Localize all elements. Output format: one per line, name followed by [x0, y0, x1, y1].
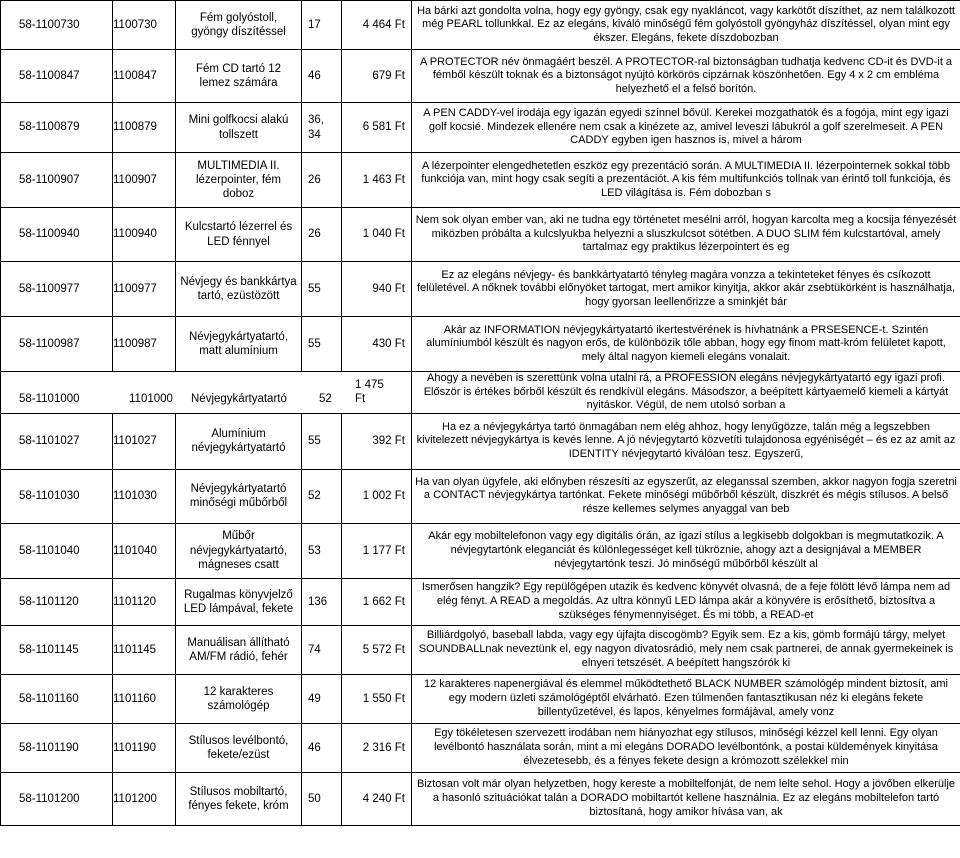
- price: 4 464 Ft: [342, 1, 412, 50]
- product-code: 58-1101030: [1, 469, 113, 523]
- price: 392 Ft: [342, 413, 412, 469]
- price: 1 177 Ft: [342, 523, 412, 578]
- product-name: Mini golfkocsi alakú tollszett: [176, 103, 302, 153]
- product-id: 1100977: [113, 262, 176, 317]
- product-name: Kulcstartó lézerrel és LED fénnyel: [176, 208, 302, 262]
- product-description: Ha van olyan ügyfele, aki előnyben részesíti az egyszerűt, az eleganssal szemben, akkor nagyon fogja szeretni a CONTACT névjegykártya tartónkat. Fekete minőségi műbőrből készült, diszkrét és mégis stílusos. A belső része kellemes selymes anyaggal van beb: [412, 469, 960, 523]
- table-row: [1, 674, 960, 723]
- product-name: Fém golyóstoll, gyöngy díszítéssel: [176, 1, 302, 50]
- product-code: 58-1101027: [1, 413, 113, 469]
- product-name: Alumínium névjegykártyatartó: [176, 413, 302, 469]
- product-name: Stílusos mobiltartó, fényes fekete, króm: [176, 772, 302, 825]
- price: 430 Ft: [342, 317, 412, 372]
- quantity: 50: [302, 772, 342, 825]
- table-row: [1, 625, 960, 674]
- price: 4 240 Ft: [342, 772, 412, 825]
- quantity: 74: [302, 625, 342, 674]
- product-id: 1101000: [129, 393, 173, 406]
- product-description: 12 karakteres napenergiával és elemmel működtethető BLACK NUMBER számológép mindent biztosít, ami egy modern üzleti számológéptől elvárható. Ezen túlmenően fantasztikusan néz ki elegáns fekete billentyűzetével, és lapos, kényelmes formájával, amely vonz: [412, 674, 960, 723]
- product-code: 58-1100730: [1, 1, 113, 50]
- product-id: 1100847: [113, 50, 176, 103]
- product-description: Egy tökéletesen szervezett irodában nem hiányozhat egy stílusos, minőségi kézzel kell lenni. Egy olyan levélbontó használata során, mint a mi elegáns DORADO levélbontónk, a postai küldemények kinyitása élvezetesebb, és a fényes fekete design a krómozott szélekkel min: [412, 723, 960, 772]
- quantity: 46: [302, 50, 342, 103]
- table-row: [1, 413, 960, 469]
- product-code: 58-1100879: [1, 103, 113, 153]
- quantity: 136: [302, 578, 342, 625]
- quantity: 26: [302, 208, 342, 262]
- product-description: Ahogy a nevében is szerettünk volna utalni rá, a PROFESSION elegáns névjegykártyatartó egy igazi profi. Először is értékes bőrből készült és rendkívül elegáns. Másodszor, a beépített kártyaemelő kiemeli a kártyát nyitáskor. Végül, de nem utolsó sorban a: [412, 372, 960, 414]
- quantity: 52: [319, 393, 332, 406]
- table-row: [1, 1, 960, 50]
- table-row: [1, 469, 960, 523]
- product-code: 58-1101200: [1, 772, 113, 825]
- table-row: [1, 772, 960, 825]
- product-name: MULTIMEDIA II. lézerpointer, fém doboz: [176, 153, 302, 208]
- quantity: 52: [302, 469, 342, 523]
- product-code: 58-1100977: [1, 262, 113, 317]
- product-code: 58-1101160: [1, 674, 113, 723]
- price: 940 Ft: [342, 262, 412, 317]
- price: 1 475 Ft: [355, 379, 384, 406]
- product-code: 58-1100847: [1, 50, 113, 103]
- table-row: [1, 372, 960, 414]
- product-description: Ha ez a névjegykártya tartó önmagában nem elég ahhoz, hogy lenyűgözze, talán még a legszebben kivitelezett névjegykártya is kevés lenne. A jó névjegytartó közvetíti tulajdonosa egyéniségét – és ez az amit az IDENTITY névjegytartó kiválóan tesz. Egyszerű,: [412, 413, 960, 469]
- product-id: 1100987: [113, 317, 176, 372]
- quantity: 17: [302, 1, 342, 50]
- product-name: Stílusos levélbontó, fekete/ezüst: [176, 723, 302, 772]
- table-row: [1, 317, 960, 372]
- product-id: 1101120: [113, 578, 176, 625]
- price: 1 040 Ft: [342, 208, 412, 262]
- price: 1 002 Ft: [342, 469, 412, 523]
- product-description: Ez az elegáns névjegy- és bankkártyatartó tényleg magára vonzza a tekinteteket fényes és csíkozott felületével. A nőknek további előnyöket tartogat, mert amikor kinyitja, akkor akár zsebtükörként is használhatja, hogy gyorsan leellenőrizze a sminkjét bár: [412, 262, 960, 317]
- product-id: 1101030: [113, 469, 176, 523]
- product-code: 58-1100987: [1, 317, 113, 372]
- price: 5 572 Ft: [342, 625, 412, 674]
- quantity: 49: [302, 674, 342, 723]
- product-name: Manuálisan állítható AM/FM rádió, fehér: [176, 625, 302, 674]
- price: 2 316 Ft: [342, 723, 412, 772]
- table-row: [1, 103, 960, 153]
- product-description: A PEN CADDY-vel irodája egy igazán egyedi színnel bővül. Kerekei mozgathatók és a fogója, mint egy igazi golf kocsié. Mindezek ellenére nem csak a kinézete az, amivel leveszi lábukról a golf szerelmeseit. A PEN CADDY egyben igen hasznos is, mivel a három: [412, 103, 960, 153]
- product-name: Műbőr névjegykártyatartó, mágneses csatt: [176, 523, 302, 578]
- product-description: Ismerősen hangzik? Egy repülőgépen utazik és kedvenc könyvét olvasná, de a feje fölött lévő lámpa nem ad elég fényt. A READ a megoldás. Az ultra könnyű LED lámpa akár a könyvére is erősíthető, biztosítva a szükséges fénymennyiséget. És mi több, a READ-et: [412, 578, 960, 625]
- table-row: [1, 50, 960, 103]
- table-row: [1, 723, 960, 772]
- product-description: Billiárdgolyó, baseball labda, vagy egy újfajta discogömb? Egyik sem. Ez a kis, gömb formájú tárgy, melyet SOUNDBALLnak neveztünk el, egy nagyon divatosrádió, mely nem csak partnerei, de annak gyermekeinek is elnyeri tetszését. A beépített hangszórók ki: [412, 625, 960, 674]
- product-code: 58-1100940: [1, 208, 113, 262]
- product-id: 1101040: [113, 523, 176, 578]
- product-code: 58-1100907: [1, 153, 113, 208]
- product-code: 58-1101000: [19, 393, 80, 406]
- product-description: Ha bárki azt gondolta volna, hogy egy gyöngy, csak egy nyakláncot, vagy karkötőt díszíthet, az nem találkozott még PEARL tollunkkal. Ez az elegáns, kiváló minőségű fém golyóstoll gyöngyház díszítéssel, olyan mint egy ékszer. Elegáns, fekete díszdobozban: [412, 1, 960, 50]
- price: 6 581 Ft: [342, 103, 412, 153]
- product-description: A lézerpointer elengedhetetlen eszköz egy prezentáció során. A MULTIMEDIA II. lézerpointernek sokkal több funkciója van, mint hogy csak segíti a prezentációt. A kis fém multifunkciós tollnak van érintő toll funkciója, és LED világítása is. Fém dobozban s: [412, 153, 960, 208]
- product-code: 58-1101120: [1, 578, 113, 625]
- product-name: Rugalmas könyvjelző LED lámpával, fekete: [176, 578, 302, 625]
- table-row: [1, 208, 960, 262]
- table-row: [1, 153, 960, 208]
- product-description: A PROTECTOR név önmagáért beszél. A PROTECTOR-ral biztonságban tudhatja kedvenc CD-it és DVD-it a fémből készült toknak és a biztonságot nyújtó körkörös cipzárnak köszönhetően. Egy 4 x 2 cm embléma helyezhető el a felső borítón.: [412, 50, 960, 103]
- product-name: Névjegykártyatartó minőségi műbőrből: [176, 469, 302, 523]
- price: 1 463 Ft: [342, 153, 412, 208]
- price: 1 662 Ft: [342, 578, 412, 625]
- product-table-body: [1, 1, 960, 826]
- merged-product-cell: [1, 372, 412, 414]
- quantity: 36, 34: [302, 103, 342, 153]
- product-id: 1101027: [113, 413, 176, 469]
- product-id: 1100907: [113, 153, 176, 208]
- quantity: 26: [302, 153, 342, 208]
- product-id: 1101190: [113, 723, 176, 772]
- product-id: 1100730: [113, 1, 176, 50]
- table-row: [1, 578, 960, 625]
- product-id: 1100940: [113, 208, 176, 262]
- product-code: 58-1101145: [1, 625, 113, 674]
- product-id: 1101145: [113, 625, 176, 674]
- product-name: Névjegy és bankkártya tartó, ezüstözött: [176, 262, 302, 317]
- quantity: 53: [302, 523, 342, 578]
- product-code: 58-1101190: [1, 723, 113, 772]
- table-row: [1, 523, 960, 578]
- quantity: 46: [302, 723, 342, 772]
- product-name: 12 karakteres számológép: [176, 674, 302, 723]
- quantity: 55: [302, 262, 342, 317]
- product-description: Akár egy mobiltelefonon vagy egy digitális órán, az igazi stílus a legkisebb dolgokban is megmutatkozik. A névjegytartónk eleganciát és különlegességet kell tükröznie, ahogy azt a designjával a MEMBER névjegytartónk teszi. Jó minőségű műbőrből készült al: [412, 523, 960, 578]
- price: 1 550 Ft: [342, 674, 412, 723]
- product-id: 1101200: [113, 772, 176, 825]
- product-name: Névjegykártyatartó: [191, 393, 287, 406]
- price: 679 Ft: [342, 50, 412, 103]
- product-description: Biztosan volt már olyan helyzetben, hogy kereste a mobiltelfonját, de nem lelte sehol. Hogy a jövőben elkerülje a hasonló szituációkat talán a DORADO mobiltartót kellene használnia. Ez az elegáns mobiltelefon tartó biztosítaná, hogy amikor hívása van, ak: [412, 772, 960, 825]
- table-row: [1, 262, 960, 317]
- product-name: Fém CD tartó 12 lemez számára: [176, 50, 302, 103]
- product-code: 58-1101040: [1, 523, 113, 578]
- product-id: 1100879: [113, 103, 176, 153]
- product-name: Névjegykártyatartó, matt alumínium: [176, 317, 302, 372]
- product-description: Nem sok olyan ember van, aki ne tudna egy történetet mesélni arról, hogyan karcolta meg a kocsija fényezését miközben próbálta a kulcslyukba helyezni a sluszkulcsot sötétben. A DUO SLIM fém kulcstartóval, amely tartalmaz egy praktikus lézerpointert és eg: [412, 208, 960, 262]
- product-id: 1101160: [113, 674, 176, 723]
- quantity: 55: [302, 317, 342, 372]
- product-description: Akár az INFORMATION névjegykártyatartó ikertestvérének is hívhatnánk a PRSESENCE-t. Szintén alumíniumból készült és nagyon erős, de különbözik tőle abban, hogy egy finom matt-króm felületet kapott, mely által nagyon kiemeli elegáns vonalait.: [412, 317, 960, 372]
- quantity: 55: [302, 413, 342, 469]
